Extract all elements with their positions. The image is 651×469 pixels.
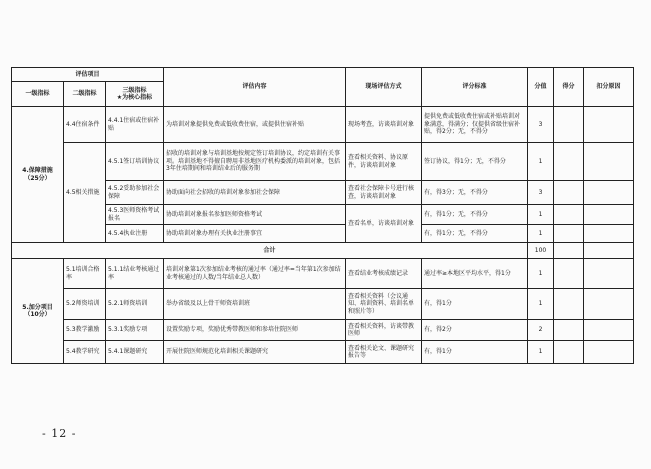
header-row: [12, 68, 634, 82]
section-title: 5.加分项目: [22, 303, 53, 311]
got-cell: [554, 225, 584, 243]
score-cell: 1: [528, 205, 554, 225]
method-cell: 查看名单，访谈培训对象: [346, 205, 422, 243]
content-cell: 开展住院医师规范化培训相关课题研究: [164, 341, 346, 364]
reason-cell: [584, 107, 634, 143]
method-cell: 查看相关资料（会议通知、培训资料、培训名单和照片等）: [346, 289, 422, 320]
level3-cell: 4.4.1住宿或住宿补贴: [106, 107, 164, 143]
got-cell: [554, 259, 584, 289]
section-guarantee: [12, 107, 64, 243]
standard-cell: 有，得2分: [422, 320, 528, 341]
level3-cell: 4.5.4执业注册: [106, 225, 164, 243]
method-cell: 查看相关资料，访谈带教医师: [346, 320, 422, 341]
standard-cell: 有，得1分: [422, 341, 528, 364]
content-cell: 举办省级及以上骨干师资培训班: [164, 289, 346, 320]
reason-cell: [584, 259, 634, 289]
header-standard: 评分标准: [422, 68, 528, 107]
header-content: 评估内容: [164, 68, 346, 107]
reason-cell: [584, 289, 634, 320]
got-cell: [554, 107, 584, 143]
header-score: 分值: [528, 68, 554, 107]
table-row: [12, 107, 634, 143]
content-cell: 为培训对象提供免费或低收费住宿，或提供住宿补贴: [164, 107, 346, 143]
table-row: [12, 205, 634, 225]
level2-cell: 4.4住宿条件: [64, 107, 106, 143]
got-cell: [554, 243, 584, 259]
got-cell: [554, 289, 584, 320]
score-cell: 1: [528, 259, 554, 289]
level2-cell: 5.4教学研究: [64, 341, 106, 364]
header-level3-note: ★为核心指标: [116, 94, 153, 101]
section-points: （25分）: [24, 174, 51, 182]
page-number: - 12 -: [42, 427, 77, 440]
section-title: 4.保障措施: [22, 167, 53, 174]
got-cell: [554, 143, 584, 181]
header-level2: 二级指标: [64, 82, 106, 107]
reason-cell: [584, 243, 634, 259]
level2-cell: 4.5相关措施: [64, 143, 106, 243]
level3-cell: 4.5.3医师资格考试报名: [106, 205, 164, 225]
level2-cell: 5.1培训合格率: [64, 259, 106, 289]
reason-cell: [584, 341, 634, 364]
table-row: [12, 143, 634, 181]
table-row: [12, 320, 634, 341]
standard-cell: 有，得1分；无，不得分: [422, 225, 528, 243]
header-level3: [106, 82, 164, 107]
evaluation-table: [11, 67, 634, 364]
method-cell: 现场考查，访谈培训对象: [346, 107, 422, 143]
score-cell: 2: [528, 320, 554, 341]
header-reason: 扣分原因: [584, 68, 634, 107]
level3-cell: 5.1.1结业考核通过率: [106, 259, 164, 289]
score-cell: 1: [528, 143, 554, 181]
header-got: 得分: [554, 68, 584, 107]
content-cell: 培训对象第1次参加结业考核的通过率（通过率=当年第1次参加结业考核通过的人数/当年结业总人数）: [164, 259, 346, 289]
method-cell: 查看结业考核成绩记录: [346, 259, 422, 289]
reason-cell: [584, 205, 634, 225]
score-cell: 1: [528, 225, 554, 243]
table-row: [12, 341, 634, 364]
method-cell: 查看相关论文、课题研究报告等: [346, 341, 422, 364]
reason-cell: [584, 225, 634, 243]
reason-cell: [584, 143, 634, 181]
content-cell: 招收的培训对象与培训基地按规定签订培训协议，约定培训有关事项。培训基地不得擅自聘用非基地医疗机构委派的培训对象，包括3年住培期间和培训结业后的服务期: [164, 143, 346, 181]
level2-cell: 5.3教学激励: [64, 320, 106, 341]
standard-cell: 有，得1分: [422, 289, 528, 320]
standard-cell: 有，得1分；无，不得分: [422, 205, 528, 225]
score-cell: 1: [528, 289, 554, 320]
standard-cell: 签订协议，得1分；无，不得分: [422, 143, 528, 181]
section-bonus: [12, 259, 64, 364]
score-cell: 1: [528, 341, 554, 364]
got-cell: [554, 341, 584, 364]
score-cell: 3: [528, 107, 554, 143]
got-cell: [554, 205, 584, 225]
content-cell: 协助面向社会招收的培训对象参加社会保障: [164, 181, 346, 205]
reason-cell: [584, 181, 634, 205]
content-cell: 设置奖励专项，奖励优秀带教医师和参培住院医师: [164, 320, 346, 341]
standard-cell: 通过率≥本地区平均水平，得1分: [422, 259, 528, 289]
level3-cell: 4.5.2妥助参加社会保障: [106, 181, 164, 205]
header-level1: 一级指标: [12, 82, 64, 107]
method-cell: 查看社会保障卡号进行核查，访谈培训对象: [346, 181, 422, 205]
total-row: [12, 243, 634, 259]
table-row: [12, 181, 634, 205]
level3-cell: 5.4.1课题研究: [106, 341, 164, 364]
score-cell: 3: [528, 181, 554, 205]
table-row: [12, 259, 634, 289]
header-eval-items: 评估项目: [12, 68, 164, 82]
total-score: 100: [528, 243, 554, 259]
header-method: 现场评估方式: [346, 68, 422, 107]
total-label: 合计: [12, 243, 528, 259]
got-cell: [554, 320, 584, 341]
header-level3-label: 三级指标: [122, 86, 147, 94]
got-cell: [554, 181, 584, 205]
level3-cell: 4.5.1签订培训协议: [106, 143, 164, 181]
section-points: （10分）: [24, 311, 51, 318]
content-cell: 协助培训对象报名参加医师资格考试: [164, 205, 346, 225]
level3-cell: 5.2.1师资培训: [106, 289, 164, 320]
reason-cell: [584, 320, 634, 341]
level2-cell: 5.2师资培训: [64, 289, 106, 320]
standard-cell: 有，得3分；无，不得分: [422, 181, 528, 205]
standard-cell: 提供免费或低收费住宿或补贴培训对象满意，得满分；仅提供省级住宿补贴，得2分；无，不得分: [422, 107, 528, 143]
content-cell: 协助培训对象办理有关执业注册事宜: [164, 225, 346, 243]
table-row: [12, 225, 634, 243]
method-cell: 查看相关资料、协议原件，访谈培训对象: [346, 143, 422, 181]
level3-cell: 5.3.1奖励专项: [106, 320, 164, 341]
table-row: [12, 289, 634, 320]
